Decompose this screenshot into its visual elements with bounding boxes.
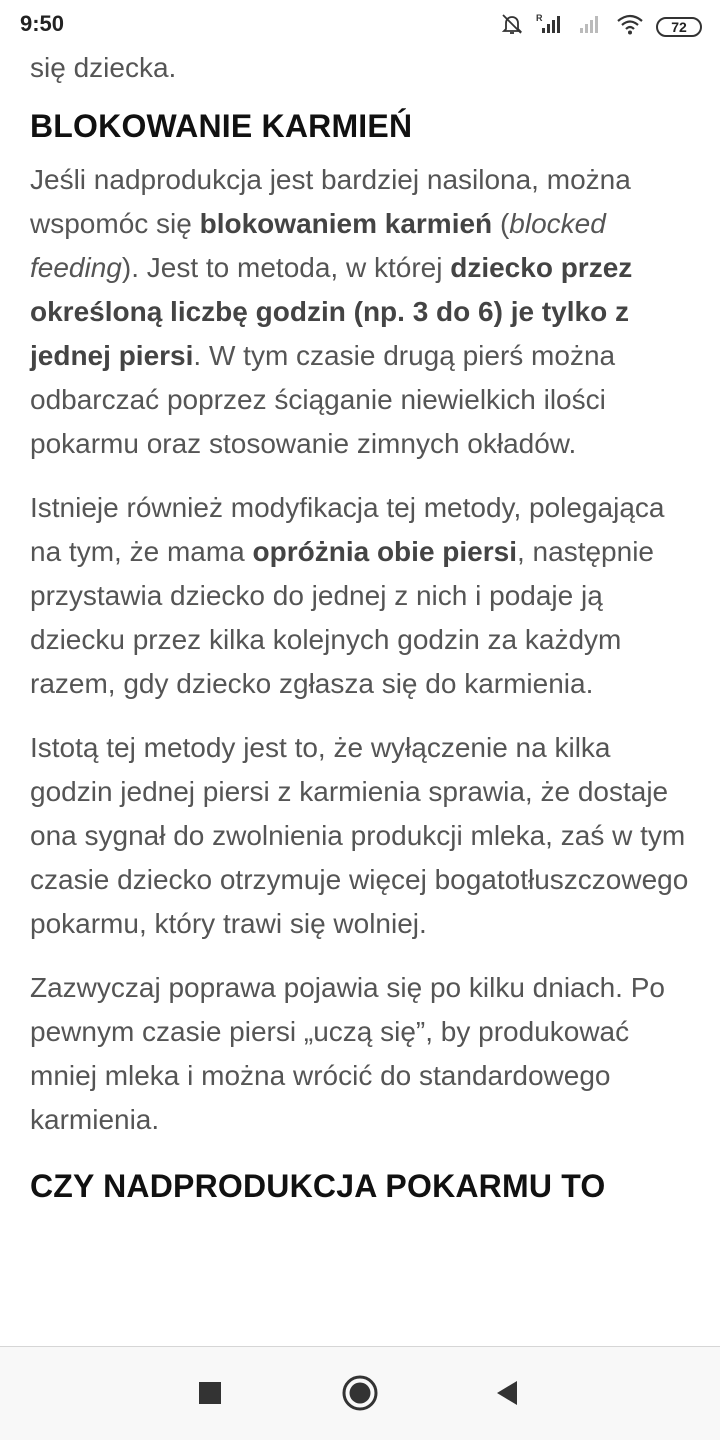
section-heading-blokowanie: BLOKOWANIE KARMIEŃ (30, 108, 413, 144)
back-triangle-icon[interactable] (486, 1371, 530, 1415)
partial-text-line (30, 46, 690, 90)
navigation-bar (0, 1346, 720, 1440)
svg-text:R: R (536, 13, 543, 23)
bell-muted-icon (500, 12, 524, 41)
recents-square-icon[interactable] (188, 1371, 232, 1415)
status-icons (500, 12, 702, 41)
paragraph-1: Jeśli nadprodukcja jest bardziej nasilona, można wspomóc się blokowaniem karmień (blocked feeding). Jest to metoda, w której dziecko przez określoną liczbę godzin (np. 3 do 6) je tylko z jednej piersi. W tym czasie drugą pierś można odbarczać poprzez ściąganie niewielkich ilości pokarmu oraz stosowanie zimnych okładów. (30, 164, 633, 459)
paragraph-2: Istnieje również modyfikacja tej metody, polegająca na tym, że mama opróżnia obie piersi, następnie przystawia dziecko do jednej z nich i podaje ją dziecku przez kilka kolejnych godzin za każdym razem, gdy dziecko zgłasza się do karmienia. (30, 492, 665, 699)
section-heading-nadprodukcja: CZY NADPRODUKCJA POKARMU TO (30, 1168, 606, 1204)
partial-text: się dziecka. (30, 52, 177, 83)
battery-icon: 72 (656, 17, 702, 37)
paragraph-3: Istotą tej metody jest to, że wyłączenie na kilka godzin jednej piersi z karmienia sprawia, że dostaje ona sygnał do zwolnienia produkcji mleka, zaś w tym czasie dziecko otrzymuje więcej bogatotłuszczowego pokarmu, który trawi się wolniej. (30, 732, 689, 939)
status-time: 9:50 (20, 11, 65, 36)
article-content (30, 12, 690, 1206)
paragraph-4: Zazwyczaj poprawa pojawia się po kilku dniach. Po pewnym czasie piersi „uczą się”, by produkować mniej mleka i można wrócić do standardowego karmienia. (30, 972, 665, 1135)
signal-r-icon (536, 12, 566, 41)
status-bar (0, 0, 720, 48)
home-circle-icon[interactable] (338, 1371, 382, 1415)
wifi-icon (616, 12, 644, 41)
signal-icon (578, 12, 604, 41)
